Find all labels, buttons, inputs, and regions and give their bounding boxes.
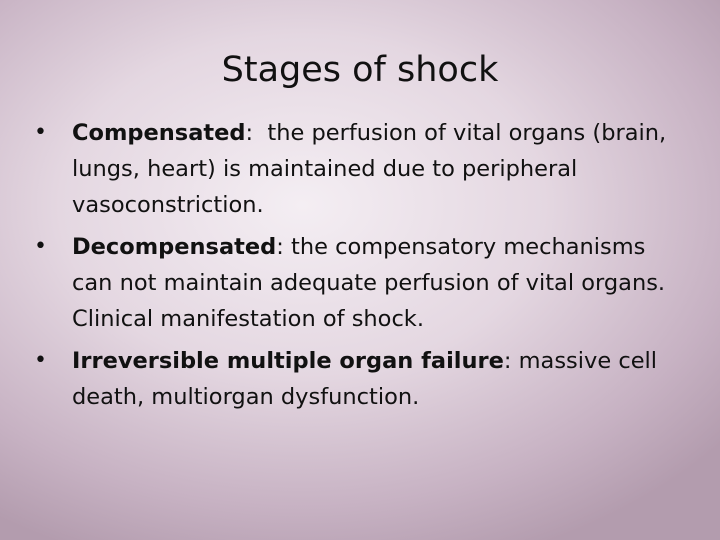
bullet-separator: : [276, 234, 291, 260]
bullet-separator: : [503, 348, 519, 374]
bullet-text: massive cell death, multiorgan dysfunction. [72, 348, 658, 410]
bullet-item-compensated [34, 115, 684, 223]
bullet-term: Irreversible multiple organ failure [72, 348, 504, 374]
bullet-dot: • [34, 348, 47, 373]
bullet-term: Compensated [72, 120, 246, 146]
bullet-item-decompensated [34, 229, 684, 337]
bullet-dot: • [34, 120, 47, 145]
bullet-text: the perfusion of vital organs (brain, lungs, heart) is maintained due to peripheral vasoconstriction. [72, 120, 667, 218]
bullet-list [34, 115, 684, 421]
bullet-term: Decompensated [72, 234, 277, 260]
bullet-separator: : [245, 120, 268, 146]
bullet-text: the compensatory mechanisms can not maintain adequate perfusion of vital organs. Clinical manifestation of shock. [72, 234, 666, 332]
bullet-item-irreversible [34, 343, 684, 415]
slide-title: Stages of shock [221, 50, 499, 90]
bullet-dot: • [34, 234, 47, 259]
